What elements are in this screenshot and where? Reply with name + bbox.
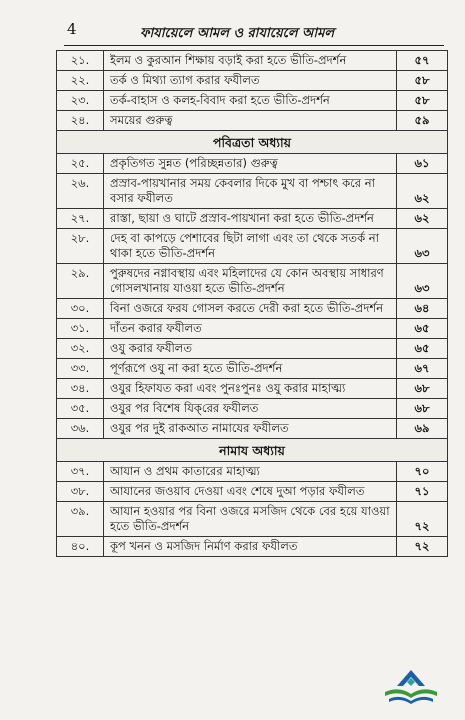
table-row [57, 299, 448, 319]
entry-page: ৬১ [397, 154, 448, 174]
entry-title: রাস্তা, ছায়া ও ঘাটে প্রস্রাব-পায়খানা করা হতে ভীতি-প্রদর্শন [104, 209, 397, 229]
table-row [57, 462, 448, 482]
entry-number: ২৫. [57, 154, 104, 174]
table-row [57, 111, 448, 131]
entry-number: ২৮. [57, 229, 104, 264]
entry-title: ওযু করার ফযীলত [104, 339, 397, 359]
entry-number: ৩৭. [57, 462, 104, 482]
entry-title: আযান হওয়ার পর বিনা ওজরে মসজিদ থেকে বের হয়ে যাওয়া হতে ভীতি-প্রদর্শন [104, 502, 397, 537]
table-row [57, 419, 448, 439]
table-row [57, 91, 448, 111]
entry-number: ৩৯. [57, 502, 104, 537]
entry-number: ৩৬. [57, 419, 104, 439]
entry-number: ৪০. [57, 537, 104, 557]
entry-page: ৬৭ [397, 359, 448, 379]
entry-title: ওযুর পর দুই রাকআত নামাযের ফযীলত [104, 419, 397, 439]
entry-title: বিনা ওজরে ফরয গোসল করতে দেরী করা হতে ভীতি-প্রদর্শন [104, 299, 397, 319]
entry-page: ৬৩ [397, 229, 448, 264]
table-row [57, 209, 448, 229]
table-row [57, 174, 448, 209]
entry-page: ৬৪ [397, 299, 448, 319]
table-row [57, 319, 448, 339]
entry-title: দেহ বা কাপড়ে পেশাবের ছিটা লাগা এবং তা থেকে সতর্ক না থাকা হতে ভীতি-প্রদর্শন [104, 229, 397, 264]
entry-page: ৭০ [397, 462, 448, 482]
entry-page: ৬২ [397, 209, 448, 229]
header-divider [64, 45, 444, 46]
entry-number: ২৭. [57, 209, 104, 229]
contents-table [56, 50, 448, 557]
entry-title: আযানের জওয়াব দেওয়া এবং শেষে দুআ পড়ার ফযীলত [104, 482, 397, 502]
entry-number: ৩৮. [57, 482, 104, 502]
entry-title: পুরুষদের নগ্নাবস্থায় এবং মহিলাদের যে কোন অবস্থায় সাধারণ গোসলখানায় যাওয়া হতে ভীতি-প্রদর্শন [104, 264, 397, 299]
table-row [57, 537, 448, 557]
entry-title: তর্ক-বাহাস ও কলহ-বিবাদ করা হতে ভীতি-প্রদর্শন [104, 91, 397, 111]
entry-number: ২৪. [57, 111, 104, 131]
table-row [57, 154, 448, 174]
entry-page: ৬৮ [397, 399, 448, 419]
entry-page: ৭১ [397, 482, 448, 502]
entry-number: ৩৩. [57, 359, 104, 379]
entry-title: ইলম ও কুরআন শিক্ষায় বড়াই করা হতে ভীতি-প্রদর্শন [104, 51, 397, 71]
entry-number: ২১. [57, 51, 104, 71]
entry-title: তর্ক ও মিথ্যা ত্যাগ করার ফযীলত [104, 71, 397, 91]
publisher-logo-icon [381, 666, 441, 708]
entry-page: ৭২ [397, 502, 448, 537]
entry-number: ২৯. [57, 264, 104, 299]
table-row [57, 379, 448, 399]
entry-page: ৬৫ [397, 319, 448, 339]
entry-page: ৬৯ [397, 419, 448, 439]
entry-page: ৫৮ [397, 71, 448, 91]
entry-page: ৬৩ [397, 264, 448, 299]
table-row [57, 482, 448, 502]
entry-page: ৫৯ [397, 111, 448, 131]
entry-number: ২৬. [57, 174, 104, 209]
table-row [57, 502, 448, 537]
entry-page: ৬২ [397, 174, 448, 209]
contents-table-body [57, 51, 448, 557]
entry-page: ৫৭ [397, 51, 448, 71]
entry-page: ৬৫ [397, 339, 448, 359]
entry-title: ওযুর হিফাযত করা এবং পুনঃপুনঃ ওযু করার মাহাত্ম্য [104, 379, 397, 399]
entry-title: সময়ের গুরুত্ব [104, 111, 397, 131]
book-title: ফাযায়েলে আমল ও রাযায়েলে আমল [140, 26, 335, 41]
table-row [57, 359, 448, 379]
entry-title: আযান ও প্রথম কাতারের মাহাত্ম্য [104, 462, 397, 482]
table-row [57, 339, 448, 359]
table-row [57, 264, 448, 299]
section-heading: নামায অধ্যায় [57, 439, 448, 462]
entry-number: ৩৪. [57, 379, 104, 399]
section-heading-row [57, 439, 448, 462]
section-heading: পবিত্রতা অধ্যায় [57, 131, 448, 154]
entry-page: ৬৮ [397, 379, 448, 399]
entry-number: ২৩. [57, 91, 104, 111]
entry-title: প্রস্রাব-পায়খানার সময় কেবলার দিকে মুখ বা পশ্চাৎ করে না বসার ফযীলত [104, 174, 397, 209]
entry-title: ওযুর পর বিশেষ যিক্‌রের ফযীলত [104, 399, 397, 419]
entry-title: দাঁতন করার ফযীলত [104, 319, 397, 339]
section-heading-row [57, 131, 448, 154]
page-number: 4 [67, 20, 77, 38]
entry-number: ২২. [57, 71, 104, 91]
table-row [57, 229, 448, 264]
entry-title: প্রকৃতিগত সুন্নত (পরিচ্ছন্নতার) গুরুত্ব [104, 154, 397, 174]
entry-number: ৩২. [57, 339, 104, 359]
table-row [57, 71, 448, 91]
table-row [57, 399, 448, 419]
entry-title: কূপ খনন ও মসজিদ নির্মাণ করার ফযীলত [104, 537, 397, 557]
entry-title: পূর্ণরূপে ওযু না করা হতে ভীতি-প্রদর্শন [104, 359, 397, 379]
entry-number: ৩০. [57, 299, 104, 319]
entry-page: ৭২ [397, 537, 448, 557]
page-header [0, 0, 465, 50]
entry-number: ৩৫. [57, 399, 104, 419]
entry-number: ৩১. [57, 319, 104, 339]
table-row [57, 51, 448, 71]
entry-page: ৫৮ [397, 91, 448, 111]
